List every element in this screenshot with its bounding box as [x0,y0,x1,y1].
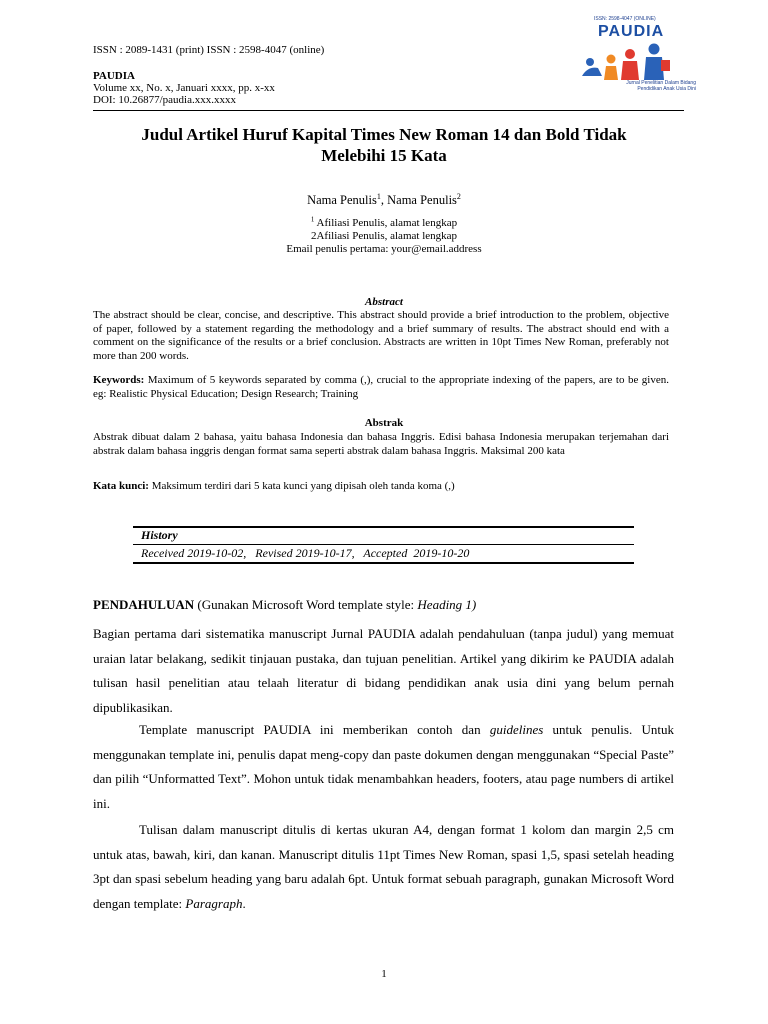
logo-subtitle-line2: Pendidikan Anak Usia Dini [637,86,696,92]
affiliation-1-text: Afiliasi Penulis, alamat lengkap [314,217,458,229]
page-number: 1 [381,968,387,980]
paragraph-3-text: Tulisan dalam manuscript ditulis di kertas ukuran A4, dengan format 1 kolom dan margin 2,5 cm untuk atas, bawah, kiri, dan kanan. Manuscript ditulis 11pt Times New Roman, spasi 1,5, spasi setelah heading 3pt dan spasi sebelum heading yang baru adalah 6pt. Untuk format sebuah paragraph, gunakan Microsoft Word dengan template: [93,822,674,911]
affiliation-1-sup: 1 [310,215,315,224]
logo-subtitle [596,80,696,92]
history-heading: History [141,528,178,542]
history-top-rule [133,526,634,528]
logo-title: PAUDIA [598,23,665,40]
abstract-body: The abstract should be clear, concise, and descriptive. This abstract should provide a brief introduction to the problem, objective of paper, followed by a statement regarding the methodology and a brief summary of results. The abstract should end with a comment on the significance of the results or a brief conclusion. Abstracts are written in 10pt Times New Roman, preferably not more than 200 words. [93,309,669,362]
history-box [133,526,634,562]
affiliation-2: 2Afiliasi Penulis, alamat lengkap [310,230,458,242]
volume-line: Volume xx, No. x, Januari xxxx, pp. x-xx [93,82,275,94]
keywords-text: Maximum of 5 keywords separated by comma (,), crucial to the appropriate indexing of the papers, are to be given. eg: Realistic Physical Education; Design Research; Training [93,374,669,400]
history-mid-rule [133,544,634,545]
paragraph-1: Bagian pertama dari sistematika manuscript Jurnal PAUDIA adalah pendahuluan (tanpa judul) yang memuat uraian latar belakang, sedikit tinjauan pustaka, dan tujuan penelitian. Artikel yang dikirim ke PAUDIA adalah tulisan hasil penelitian atau telaah literatur di bidang pendidikan anak usia dini yang belum pernah dipublikasikan. [93,626,674,715]
abstract-keywords [93,374,669,401]
section-heading-italic: Heading 1) [417,597,477,612]
paragraph-2-italic: guidelines [489,722,544,737]
paudia-logo [578,16,696,94]
affiliation-1 [0,217,768,230]
paragraph-2-part-a: Template manuscript PAUDIA ini memberikan contoh dan [139,722,490,737]
issn-line: ISSN : 2089-1431 (print) ISSN : 2598-4047 (online) [93,44,325,56]
section-heading-bold: PENDAHULUAN [93,597,195,612]
history-bottom-rule [133,562,634,564]
paragraph-2-part-b: untuk penulis. Untuk menggunakan template ini, penulis dapat meng-copy dan paste dokumen dengan menggunakan “Special Paste” dan pilih “Unformatted Text”. Mohon untuk tidak menambahkan headers, footers, atau page numbers di artikel ini. [93,722,674,811]
author-separator: , [380,193,388,207]
abstrak-heading: Abstrak [364,417,404,429]
doi-line: DOI: 10.26877/paudia.xxx.xxxx [93,94,236,106]
journal-name: PAUDIA [93,70,135,82]
affiliations [0,217,768,256]
author-email: Email penulis pertama: your@email.address [286,243,482,255]
author-1-sup: 1 [376,191,381,201]
paragraph-3-italic: Paragraph [185,895,243,911]
author-1: Nama Penulis [307,193,377,207]
children-figures-icon [578,40,690,104]
author-2: Nama Penulis [387,193,457,207]
logo-subtitle-line1: Jurnal Penelitian Dalam Bidang [626,80,696,86]
keywords-label: Keywords: [93,374,145,386]
author-2-sup: 2 [456,191,461,201]
logo-issn: ISSN: 2598-4047 (ONLINE) [594,16,656,22]
article-title [100,124,668,166]
title-line-1: Judul Artikel Huruf Kapital Times New Roman 14 dan Bold Tidak [141,125,627,144]
abstrak-body: Abstrak dibuat dalam 2 bahasa, yaitu bahasa Indonesia dan bahasa Inggris. Edisi bahasa Indonesia merupakan terjemahan dari abstrak dalam bahasa inggris dengan format sama seperti abstrak dalam bahasa Inggris. Maksimal 200 kata [93,431,669,457]
kata-kunci-label: Kata kunci: [93,480,149,492]
paragraph-3-end: . [242,895,246,911]
author-line [0,193,768,208]
paragraph-2 [93,718,674,816]
kata-kunci-text: Maksimum terdiri dari 5 kata kunci yang dipisah oleh tanda koma (,) [148,480,455,492]
title-line-2: Melebihi 15 Kata [321,146,447,165]
abstrak-keywords [93,480,669,494]
paragraph-3 [93,818,674,916]
abstract-heading: Abstract [365,296,403,308]
header-rule [93,110,684,111]
section-heading-note: (Gunakan Microsoft Word template style: [194,597,418,612]
section-heading [93,597,476,613]
history-dates: Received 2019-10-02, Revised 2019-10-17, Accepted 2019-10-20 [141,546,470,560]
